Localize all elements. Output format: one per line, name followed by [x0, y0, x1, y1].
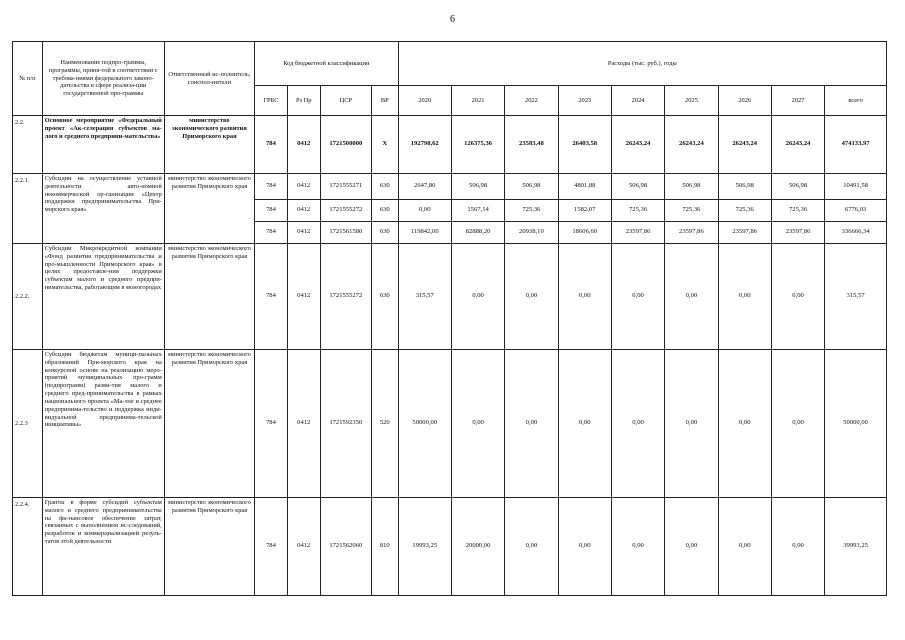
cell-value: 0,00 — [718, 244, 771, 350]
cell-value: 26403,58 — [558, 116, 611, 174]
cell-value: 26243,24 — [611, 116, 664, 174]
cell-grbs: 784 — [255, 174, 288, 200]
header-year: 2021 — [451, 86, 504, 116]
header-csr: ЦСР — [320, 86, 371, 116]
header-year: 2023 — [558, 86, 611, 116]
cell-value: 0,00 — [665, 350, 718, 498]
cell-value: 23597,86 — [665, 222, 718, 244]
row-name: Субсидии Микрокредитной компании «Фонд развития предпринимательства и про-мышленности Приморского края» в целях предоставле-ния поддержки субъектам малого и среднего предпри-нимательства, работающим в моногородах — [42, 244, 164, 350]
row-executor: министерство экономического развития Приморского края — [164, 350, 254, 498]
row-number: 2.2.2. — [13, 244, 43, 350]
page-number: 6 — [450, 14, 455, 25]
cell-value: 26243,24 — [718, 116, 771, 174]
cell-grbs: 784 — [255, 350, 288, 498]
cell-rzpr: 0412 — [287, 350, 320, 498]
row-name: Основное мероприятие «Федеральный проект «Ак-селерация субъектов ма-лого и среднего предприни-мательства» — [42, 116, 164, 174]
cell-value: 506,98 — [665, 174, 718, 200]
cell-rzpr: 0412 — [287, 174, 320, 200]
cell-value: 0,00 — [771, 244, 824, 350]
cell-value: 1582,07 — [558, 200, 611, 222]
cell-total: 336666,34 — [825, 222, 887, 244]
cell-grbs: 784 — [255, 200, 288, 222]
cell-csr: 1721592350 — [320, 350, 371, 498]
cell-value: 18606,60 — [558, 222, 611, 244]
header-grbs: ГРБС — [255, 86, 288, 116]
cell-total: 6776,03 — [825, 200, 887, 222]
header-total: всего — [825, 86, 887, 116]
cell-value: 0,00 — [398, 200, 451, 222]
table-row — [13, 174, 887, 200]
cell-value: 0,00 — [505, 498, 558, 596]
cell-csr: 1721555271 — [320, 174, 371, 200]
cell-value: 0,00 — [611, 498, 664, 596]
cell-value: 23583,48 — [505, 116, 558, 174]
row-number: 2.2. — [13, 116, 43, 174]
cell-value: 26243,24 — [665, 116, 718, 174]
cell-csr: 1721555272 — [320, 200, 371, 222]
cell-value: 315,57 — [398, 244, 451, 350]
table-row — [13, 498, 887, 596]
header-row-1 — [13, 42, 887, 86]
cell-rzpr: 0412 — [287, 200, 320, 222]
cell-grbs: 784 — [255, 244, 288, 350]
header-year: 2025 — [665, 86, 718, 116]
cell-value: 0,00 — [665, 244, 718, 350]
header-name: Наименование подпро-граммы, программы, приня-той в соответствии с требова-ниями федерального законо-дательства в сфере реализа-ции государственной про-граммы — [42, 42, 164, 116]
cell-csr: 1721561580 — [320, 222, 371, 244]
cell-value: 26243,24 — [771, 116, 824, 174]
cell-value: 725,36 — [505, 200, 558, 222]
header-rzpr: Рз Пр — [287, 86, 320, 116]
cell-total: 474133,97 — [825, 116, 887, 174]
header-year: 2027 — [771, 86, 824, 116]
cell-value: 0,00 — [611, 350, 664, 498]
cell-grbs: 784 — [255, 498, 288, 596]
cell-value: 2647,80 — [398, 174, 451, 200]
cell-csr: 1721562060 — [320, 498, 371, 596]
cell-value: 1567,14 — [451, 200, 504, 222]
table-row — [13, 244, 887, 350]
cell-value: 0,00 — [451, 244, 504, 350]
cell-value: 0,00 — [771, 350, 824, 498]
row-number: 2.2.1. — [13, 174, 43, 244]
cell-value: 506,98 — [505, 174, 558, 200]
cell-value: 0,00 — [718, 350, 771, 498]
cell-value: 0,00 — [718, 498, 771, 596]
cell-value: 0,00 — [505, 350, 558, 498]
cell-value: 0,00 — [611, 244, 664, 350]
cell-total: 315,57 — [825, 244, 887, 350]
cell-value: 23597,86 — [718, 222, 771, 244]
cell-value: 20000,00 — [451, 498, 504, 596]
cell-vr: Х — [371, 116, 398, 174]
cell-csr: 1721555272 — [320, 244, 371, 350]
header-vr: ВР — [371, 86, 398, 116]
header-expenses: Расходы (тыс. руб.), годы — [398, 42, 886, 86]
cell-value: 19993,25 — [398, 498, 451, 596]
row-executor: министерство экономического развития Приморского края — [164, 244, 254, 350]
header-year: 2022 — [505, 86, 558, 116]
cell-value: 0,00 — [558, 350, 611, 498]
cell-value: 0,00 — [451, 350, 504, 498]
row-name: Субсидии бюджетам муници-пальных образований При-морского края на конкурсной основе на реализацию меро-приятий муниципальных про-грамм (подпрограмм) разви-тия малого и среднего пред-принимательства в рамках национального проекта «Ма-лое и среднее предпринима-тельство и поддержка инди-видуальной предпринима-тельской инициативы» — [42, 350, 164, 498]
cell-value: 725,36 — [718, 200, 771, 222]
row-executor: министерство экономического развития Приморского края — [164, 174, 254, 244]
table-row — [13, 350, 887, 498]
cell-value: 192798,62 — [398, 116, 451, 174]
cell-value: 119842,00 — [398, 222, 451, 244]
cell-total: 39993,25 — [825, 498, 887, 596]
cell-vr: 630 — [371, 244, 398, 350]
header-year: 2024 — [611, 86, 664, 116]
header-budget-code: Код бюджетной классификации — [255, 42, 399, 86]
cell-rzpr: 0412 — [287, 244, 320, 350]
table-row — [13, 116, 887, 174]
header-executor: Ответственный ис-полнитель, соиспол-нители — [164, 42, 254, 116]
cell-value: 82888,20 — [451, 222, 504, 244]
row-executor: министерство экономического развития Приморского края — [164, 498, 254, 596]
cell-value: 126375,36 — [451, 116, 504, 174]
cell-value: 506,98 — [718, 174, 771, 200]
cell-vr: 630 — [371, 174, 398, 200]
header-year: 2026 — [718, 86, 771, 116]
row-name: Субсидии на осуществление уставной деятельности авто-номной некоммерческой ор-ганизации «Центр поддержки предпринимательства При-морского края» — [42, 174, 164, 244]
cell-value: 20938,10 — [505, 222, 558, 244]
cell-rzpr: 0412 — [287, 222, 320, 244]
cell-rzpr: 0412 — [287, 498, 320, 596]
row-executor: министерство экономического развития Приморского края — [164, 116, 254, 174]
cell-value: 23597,86 — [611, 222, 664, 244]
cell-value: 725,36 — [611, 200, 664, 222]
cell-value: 0,00 — [665, 498, 718, 596]
cell-vr: 630 — [371, 222, 398, 244]
cell-value: 0,00 — [505, 244, 558, 350]
cell-vr: 810 — [371, 498, 398, 596]
row-name: Гранты в форме субсидий субъектам малого и среднего предпринимательства на фи-нансовое обеспечение затрат, связанных с выполнением ис-следований, разработок и коммерциализацией резуль-татов этой деятельности — [42, 498, 164, 596]
cell-value: 0,00 — [558, 498, 611, 596]
cell-csr: 1721500000 — [320, 116, 371, 174]
cell-value: 506,98 — [451, 174, 504, 200]
cell-value: 506,98 — [611, 174, 664, 200]
cell-value: 725,36 — [771, 200, 824, 222]
cell-grbs: 784 — [255, 116, 288, 174]
cell-total: 50000,00 — [825, 350, 887, 498]
cell-vr: 630 — [371, 200, 398, 222]
cell-value: 4801,88 — [558, 174, 611, 200]
cell-value: 506,98 — [771, 174, 824, 200]
cell-value: 50000,00 — [398, 350, 451, 498]
cell-value: 23597,86 — [771, 222, 824, 244]
cell-value: 0,00 — [558, 244, 611, 350]
cell-value: 725,36 — [665, 200, 718, 222]
cell-rzpr: 0412 — [287, 116, 320, 174]
budget-table — [12, 41, 887, 596]
cell-total: 10491,58 — [825, 174, 887, 200]
header-no: № п/п — [13, 42, 43, 116]
cell-grbs: 784 — [255, 222, 288, 244]
header-year: 2020 — [398, 86, 451, 116]
cell-vr: 520 — [371, 350, 398, 498]
row-number: 2.2.4. — [13, 498, 43, 596]
row-number: 2.2.3 — [13, 350, 43, 498]
cell-value: 0,00 — [771, 498, 824, 596]
